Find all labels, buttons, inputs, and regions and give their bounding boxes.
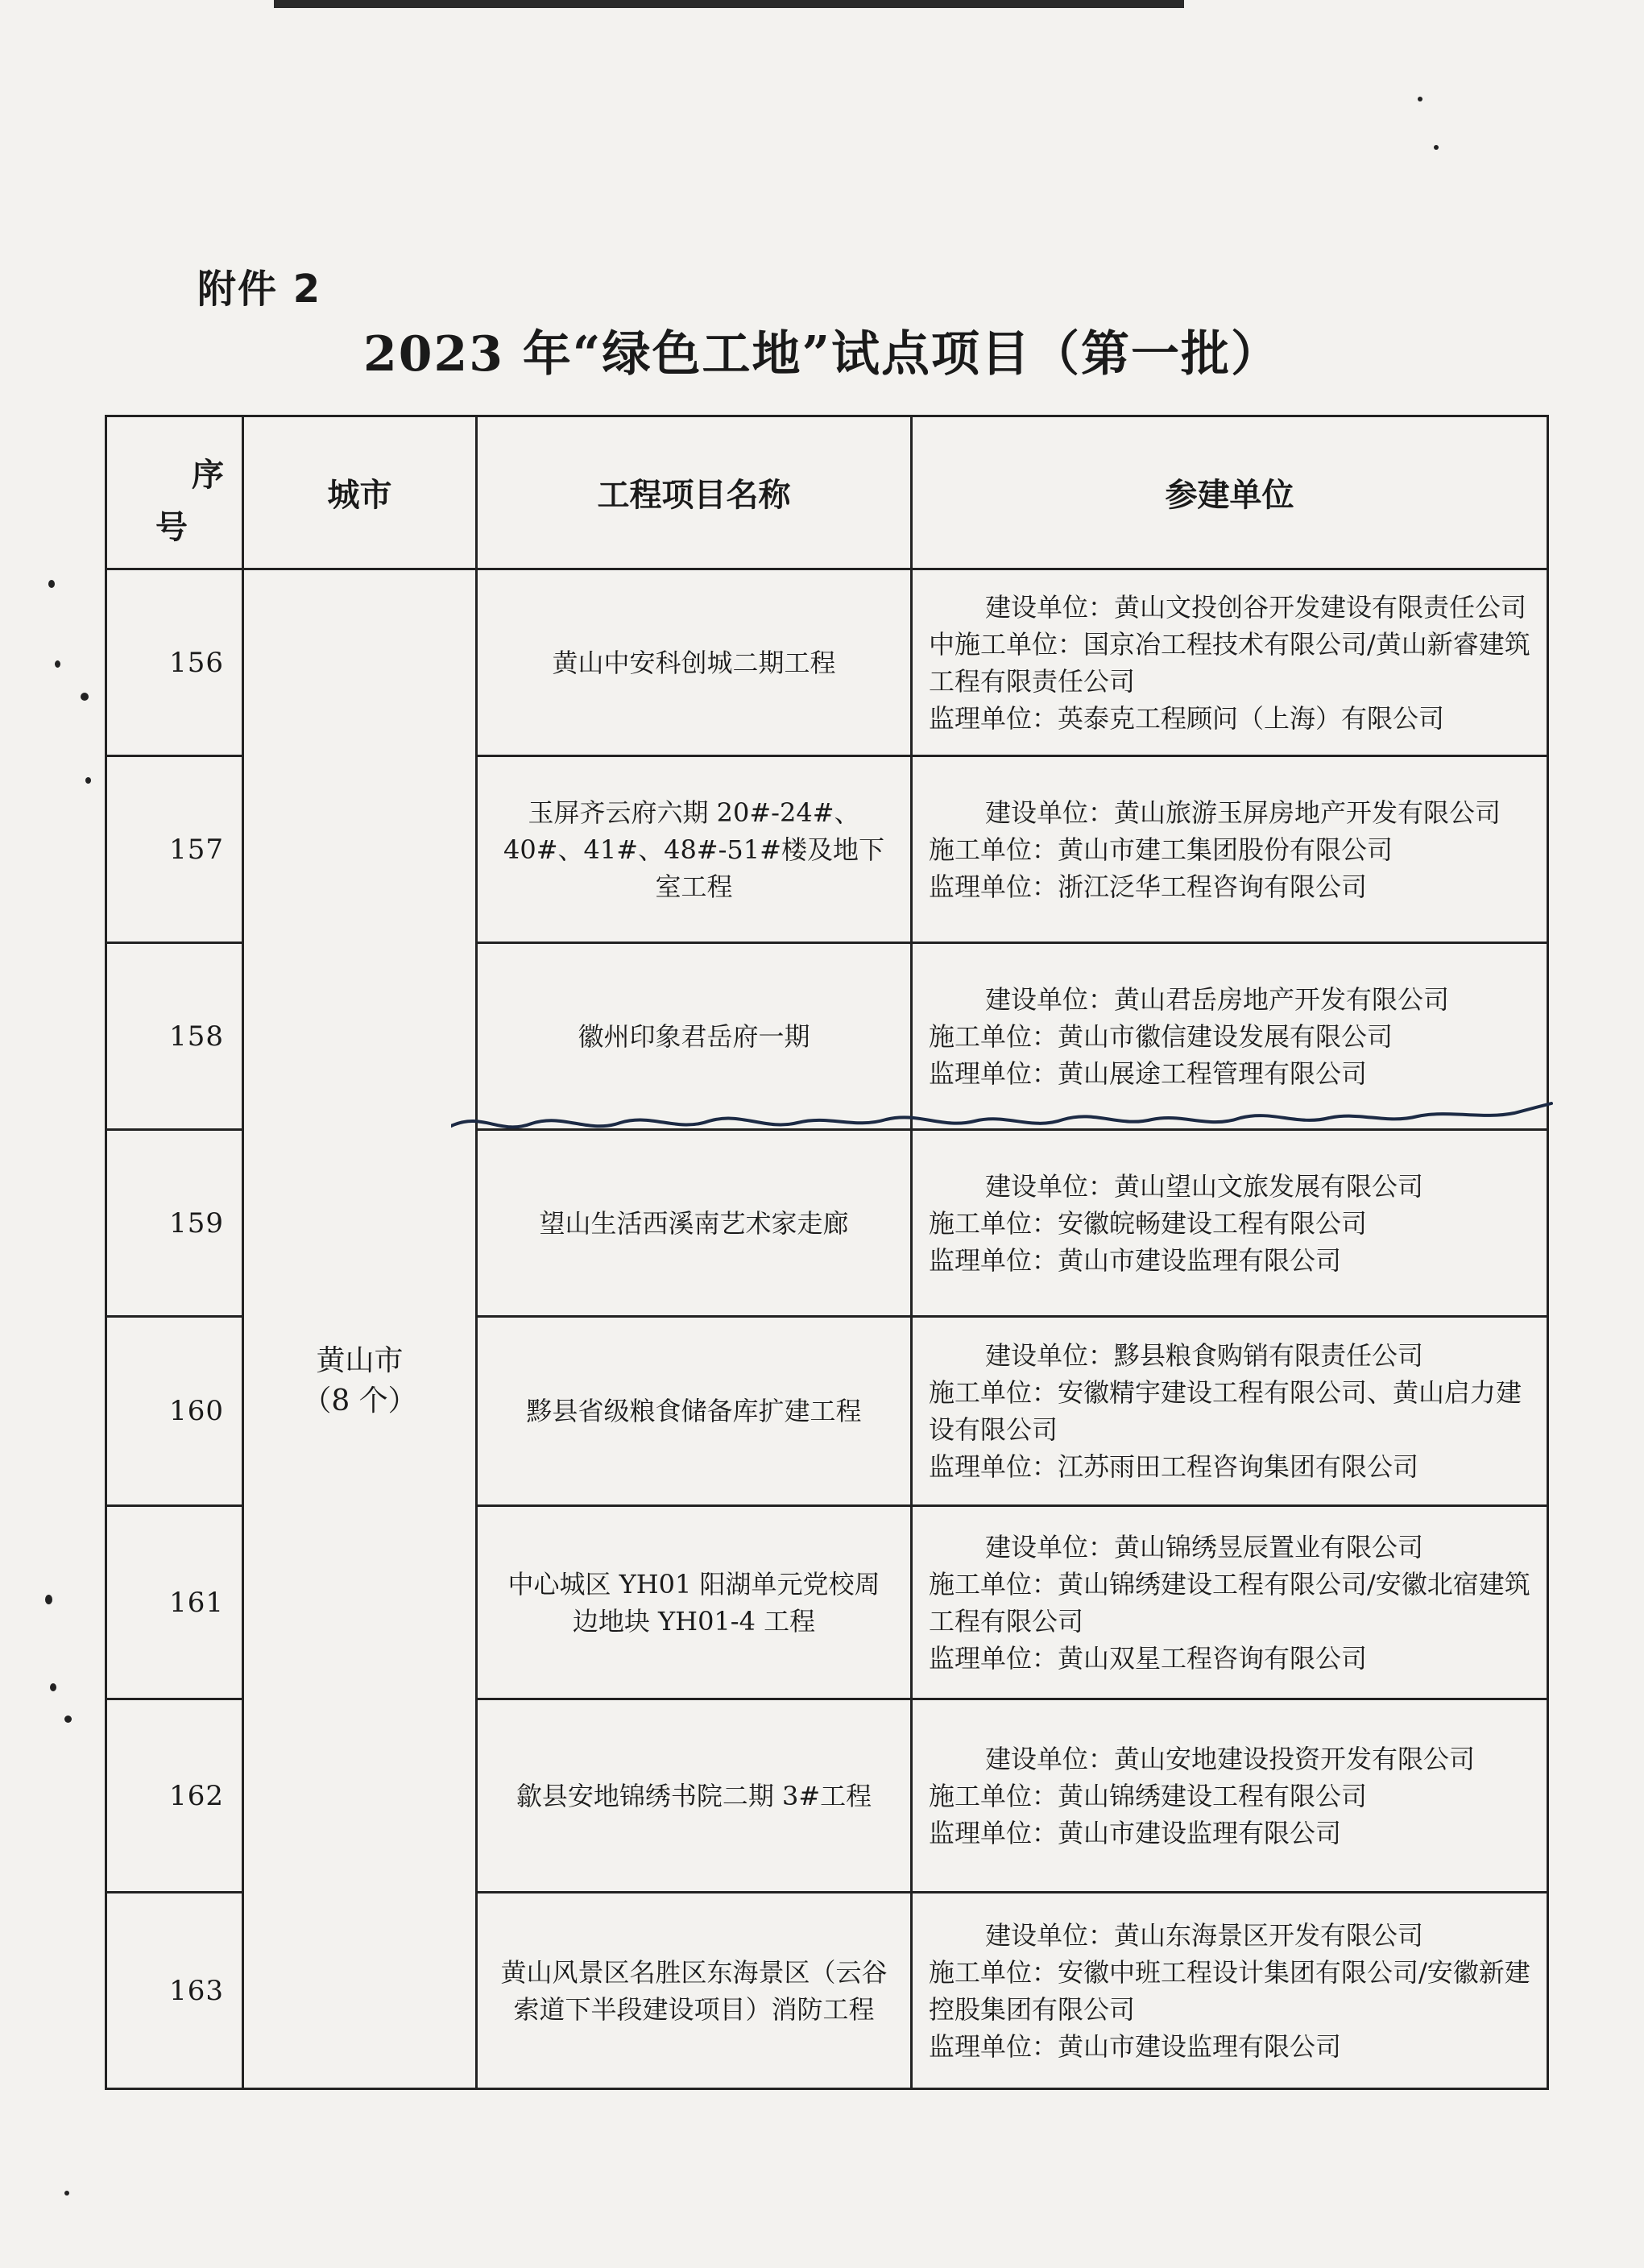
header-seq-top: 序 [192, 457, 224, 494]
unit-line: 施工单位：黄山锦绣建设工程有限公司/安徽北宿建筑工程有限公司 [929, 1568, 1530, 1637]
unit-line: 建设单位：黄山旅游玉屏房地产开发有限公司 [985, 797, 1501, 828]
unit-line: 建设单位：黄山望山文旅发展有限公司 [985, 1170, 1424, 1202]
scan-speck [81, 693, 89, 701]
scan-speck [55, 660, 60, 668]
row-units [912, 1893, 1548, 2089]
unit-line: 建设单位：黄山锦绣昱辰置业有限公司 [985, 1531, 1424, 1562]
unit-line: 中施工单位：国京冶工程技术有限公司/黄山新睿建筑工程有限责任公司 [929, 628, 1530, 697]
header-seq-bottom: 号 [155, 509, 188, 546]
document-title: 2023 年“绿色工地”试点项目（第一批） [363, 326, 1281, 383]
attachment-label: 附件 2 [197, 267, 322, 312]
scan-speck [1434, 145, 1439, 150]
scan-speck [50, 1683, 56, 1691]
project-table [105, 415, 1549, 2090]
header-units: 参建单位 [912, 416, 1548, 569]
row-seq: 163 [106, 1893, 243, 2089]
row-project-name: 徽州印象君岳府一期 [477, 943, 912, 1130]
unit-line: 建设单位：黄山东海景区开发有限公司 [985, 1919, 1424, 1951]
row-seq: 161 [106, 1506, 243, 1699]
unit-line: 监理单位：黄山双星工程咨询有限公司 [929, 1642, 1368, 1674]
row-project-name: 玉屏齐云府六期 20#-24#、40#、41#、48#-51#楼及地下室工程 [477, 756, 912, 943]
unit-line: 监理单位：英泰克工程顾问（上海）有限公司 [929, 702, 1445, 734]
scan-speck [64, 2191, 69, 2196]
unit-line: 建设单位：黄山文投创谷开发建设有限责任公司 [985, 591, 1527, 623]
unit-line: 施工单位：黄山锦绣建设工程有限公司 [929, 1780, 1368, 1811]
row-project-name: 黄山中安科创城二期工程 [477, 569, 912, 756]
scan-speck [48, 580, 55, 588]
unit-line: 监理单位：黄山市建设监理有限公司 [929, 1817, 1342, 1848]
header-city: 城市 [243, 416, 477, 569]
city-count: （8 个） [302, 1384, 417, 1418]
unit-line: 施工单位：安徽皖畅建设工程有限公司 [929, 1207, 1368, 1239]
row-project-name: 望山生活西溪南艺术家走廊 [477, 1130, 912, 1317]
table-header-row [106, 416, 1548, 569]
row-project-name: 黟县省级粮食储备库扩建工程 [477, 1317, 912, 1506]
row-units [912, 1130, 1548, 1317]
unit-line: 建设单位：黄山君岳房地产开发有限公司 [985, 983, 1450, 1015]
scan-speck [85, 777, 91, 784]
row-seq: 160 [106, 1317, 243, 1506]
row-seq: 159 [106, 1130, 243, 1317]
unit-line: 监理单位：黄山展途工程管理有限公司 [929, 1057, 1368, 1089]
row-seq: 156 [106, 569, 243, 756]
unit-line: 监理单位：黄山市建设监理有限公司 [929, 2030, 1342, 2062]
unit-line: 施工单位：安徽中班工程设计集团有限公司/安徽新建控股集团有限公司 [929, 1956, 1530, 2025]
row-seq: 162 [106, 1699, 243, 1893]
row-units [912, 756, 1548, 943]
city-cell [243, 569, 477, 2089]
scan-speck [64, 1715, 72, 1723]
handwritten-wavy-line [451, 1095, 1555, 1144]
row-units [912, 1699, 1548, 1893]
scan-speck [45, 1595, 52, 1604]
city-name: 黄山市 [316, 1343, 404, 1377]
header-project: 工程项目名称 [477, 416, 912, 569]
row-seq: 157 [106, 756, 243, 943]
unit-line: 监理单位：浙江泛华工程咨询有限公司 [929, 871, 1368, 902]
row-project-name: 中心城区 YH01 阳湖单元党校周边地块 YH01-4 工程 [477, 1506, 912, 1699]
unit-line: 建设单位：黄山安地建设投资开发有限公司 [985, 1743, 1476, 1774]
row-units [912, 569, 1548, 756]
row-units [912, 1506, 1548, 1699]
unit-line: 监理单位：江苏雨田工程咨询集团有限公司 [929, 1451, 1419, 1482]
unit-line: 施工单位：安徽精宇建设工程有限公司、黄山启力建设有限公司 [929, 1377, 1522, 1445]
unit-line: 施工单位：黄山市建工集团股份有限公司 [929, 834, 1393, 865]
row-seq: 158 [106, 943, 243, 1130]
table-row [106, 569, 1548, 756]
row-project-name: 黄山风景区名胜区东海景区（云谷索道下半段建设项目）消防工程 [477, 1893, 912, 2089]
scan-speck [1418, 97, 1422, 101]
unit-line: 建设单位：黟县粮食购销有限责任公司 [985, 1340, 1424, 1371]
header-seq [106, 416, 243, 569]
top-edge-shadow [274, 0, 1184, 8]
row-units [912, 1317, 1548, 1506]
row-project-name: 歙县安地锦绣书院二期 3#工程 [477, 1699, 912, 1893]
unit-line: 施工单位：黄山市徽信建设发展有限公司 [929, 1020, 1393, 1052]
unit-line: 监理单位：黄山市建设监理有限公司 [929, 1244, 1342, 1276]
